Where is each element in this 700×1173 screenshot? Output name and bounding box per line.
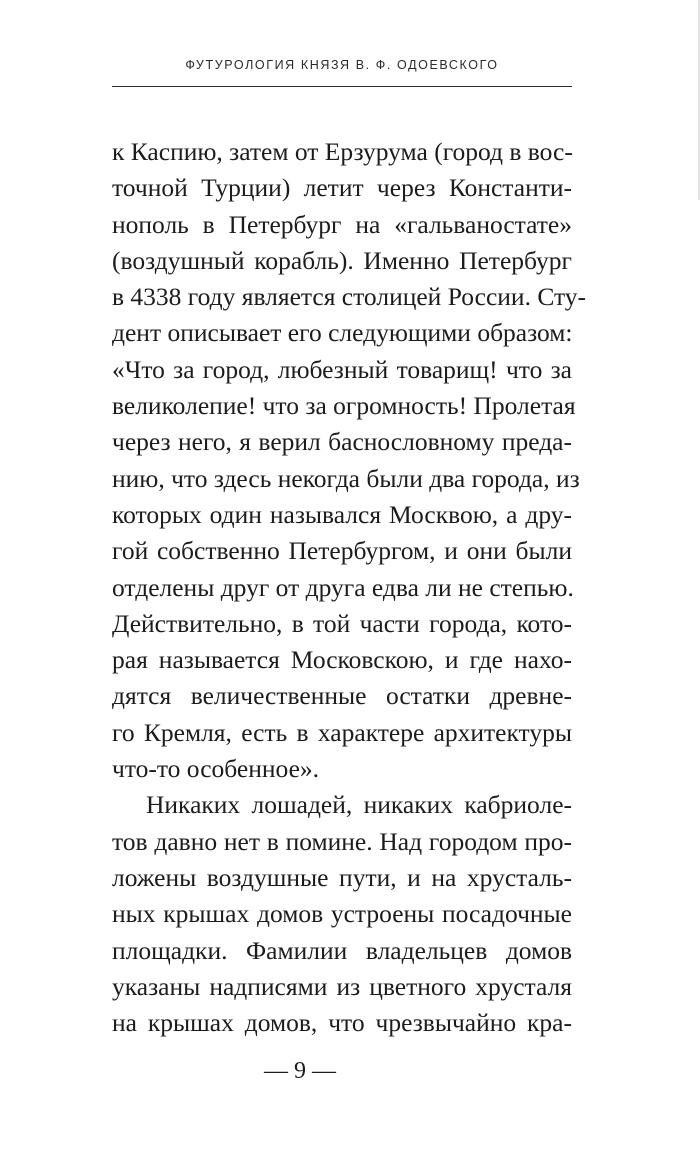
paragraph-start-line: Никаких лошадей, никаких кабриоле- bbox=[146, 790, 572, 820]
text-line: Действительно, в той части города, кото- bbox=[112, 608, 572, 638]
text-line: указаны надписями из цветного хрусталя bbox=[112, 971, 572, 1001]
text-line: ных крышах домов устроены посадочные bbox=[112, 899, 572, 929]
body-text bbox=[112, 134, 587, 1041]
text-line: площадки. Фамилии владельцев домов bbox=[112, 935, 572, 965]
text-line: точной Турции) летит через Константи- bbox=[112, 173, 572, 203]
text-line: «Что за город, любезный товарищ! что за bbox=[112, 354, 572, 384]
text-line: нию, что здесь некогда были два города, из bbox=[112, 463, 580, 493]
text-line: тов давно нет в помине. Над городом про- bbox=[112, 826, 572, 856]
text-line: (воздушный корабль). Именно Петербург bbox=[112, 245, 572, 275]
text-line: дятся величественные остатки древне- bbox=[112, 681, 572, 711]
paragraph-end-line: что-то особенное». bbox=[112, 754, 320, 784]
text-line: в 4338 году является столицей России. Сту- bbox=[112, 282, 587, 312]
text-line: к Каспию, затем от Ерзурума (город в вос- bbox=[112, 137, 573, 166]
page-number: — 9 — bbox=[264, 1058, 336, 1084]
text-line: великолепие! что за огромность! Пролетая bbox=[112, 391, 576, 421]
text-line: ложены воздушные пути, и на хрусталь- bbox=[112, 862, 572, 892]
text-line: через него, я верил баснословному преда- bbox=[112, 427, 572, 457]
running-head: ФУТУРОЛОГИЯ КНЯЗЯ В. Ф. ОДОЕВСКОГО bbox=[185, 58, 499, 72]
text-line: на крышах домов, что чрезвычайно кра- bbox=[112, 1008, 572, 1038]
text-line: рая называется Московскою, и где нахо- bbox=[112, 645, 572, 675]
text-line: нополь в Петербург на «гальваностате» bbox=[112, 209, 572, 239]
text-line: гой собственно Петербургом, и они были bbox=[112, 536, 572, 566]
text-line: отделены друг от друга едва ли не степью. bbox=[112, 572, 574, 602]
header-rule bbox=[112, 86, 572, 87]
text-line: дент описывает его следующими образом: bbox=[112, 318, 573, 348]
text-line: которых один назывался Москвою, а дру- bbox=[112, 499, 572, 529]
text-line: го Кремля, есть в характере архитектуры bbox=[112, 717, 572, 747]
